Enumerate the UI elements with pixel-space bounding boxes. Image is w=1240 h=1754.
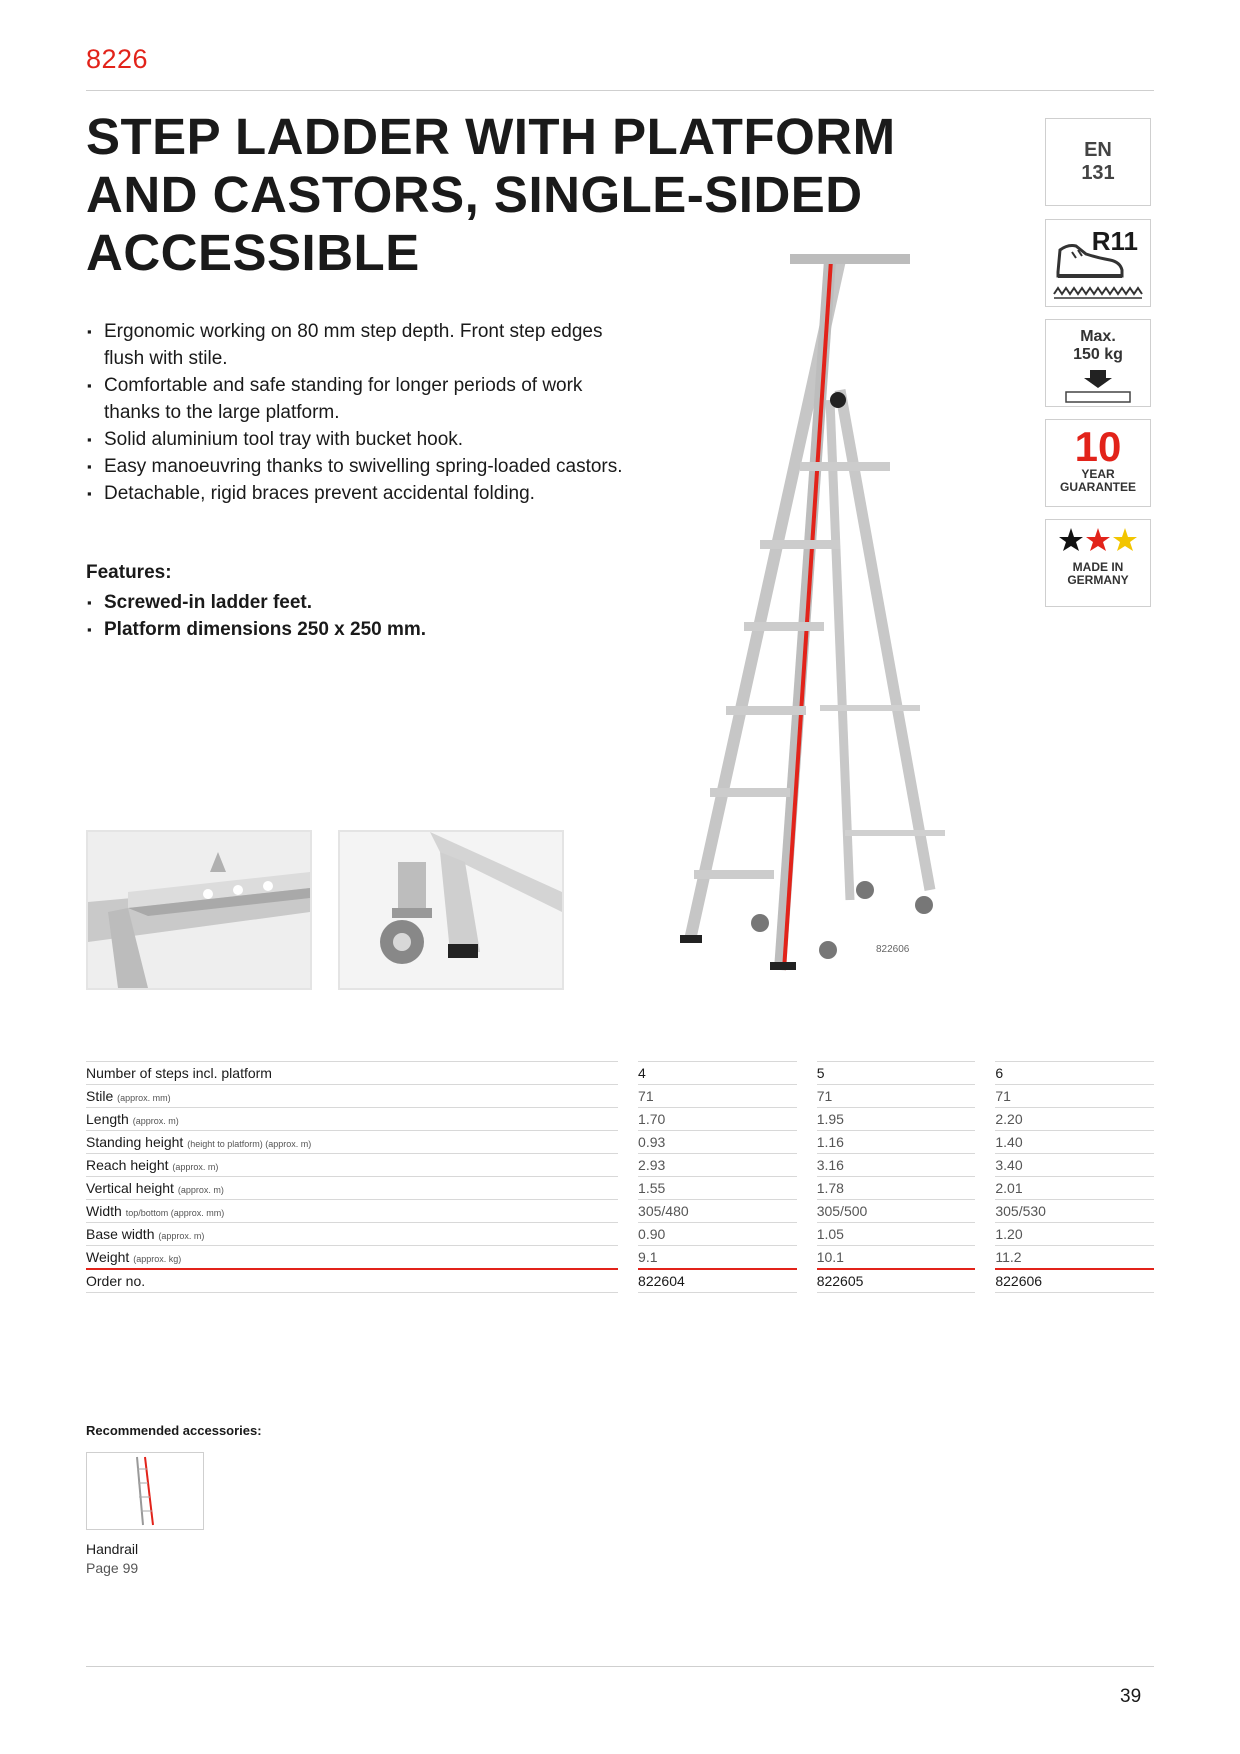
spec-gap [797, 1200, 817, 1223]
spec-label-cell [86, 1200, 618, 1223]
spec-unit: (approx. m) [132, 1116, 179, 1126]
spec-gap [797, 1223, 817, 1246]
spec-gap [618, 1200, 638, 1223]
spec-row [86, 1108, 1154, 1131]
castor-detail-illustration [340, 832, 562, 988]
spec-value: 0.93 [638, 1131, 797, 1154]
accessory-name: Handrail [86, 1541, 139, 1557]
spec-gap [618, 1154, 638, 1177]
spec-value: 6 [995, 1062, 1154, 1085]
benefit-item: ▪ Detachable, rigid braces prevent accidental folding. [86, 480, 626, 507]
spec-row [86, 1223, 1154, 1246]
spec-gap [975, 1177, 995, 1200]
spec-value: 1.55 [638, 1177, 797, 1200]
spec-gap [975, 1269, 995, 1293]
spec-gap [975, 1062, 995, 1085]
spec-gap [618, 1108, 638, 1131]
platform-detail-illustration [88, 832, 310, 988]
spec-row [86, 1085, 1154, 1108]
spec-label-cell [86, 1269, 618, 1293]
spec-value: 1.20 [995, 1223, 1154, 1246]
platform-detail-image [86, 830, 312, 990]
spec-label: Number of steps incl. platform [86, 1065, 272, 1081]
spec-gap [797, 1108, 817, 1131]
spec-value: 822606 [995, 1269, 1154, 1293]
feature-list [86, 589, 646, 643]
specification-table [86, 1061, 1154, 1293]
spec-row [86, 1177, 1154, 1200]
spec-gap [797, 1154, 817, 1177]
accessory-page-ref[interactable]: Page 99 [86, 1560, 139, 1576]
spec-label-cell [86, 1177, 618, 1200]
load-arrow-icon [1046, 364, 1150, 404]
en131-badge [1045, 118, 1151, 206]
spec-label-cell [86, 1131, 618, 1154]
spec-value: 2.20 [995, 1108, 1154, 1131]
spec-value: 71 [638, 1085, 797, 1108]
spec-unit: (approx. mm) [117, 1093, 171, 1103]
spec-value: 305/480 [638, 1200, 797, 1223]
spec-row [86, 1062, 1154, 1085]
accessories-heading: Recommended accessories: [86, 1423, 262, 1438]
spec-value: 1.40 [995, 1131, 1154, 1154]
benefit-item: ▪ Ergonomic working on 80 mm step depth. Front step edges flush with stile. [86, 318, 626, 372]
spec-value: 71 [995, 1085, 1154, 1108]
spec-value: 822604 [638, 1269, 797, 1293]
spec-gap [618, 1085, 638, 1108]
safety-shoe-icon [1046, 220, 1150, 306]
spec-label-cell [86, 1154, 618, 1177]
spec-value: 10.1 [817, 1246, 976, 1270]
spec-value: 822605 [817, 1269, 976, 1293]
benefit-item: ▪ Comfortable and safe standing for longer periods of work thanks to the large platform. [86, 372, 626, 426]
spec-gap [975, 1246, 995, 1270]
spec-value: 71 [817, 1085, 976, 1108]
top-divider [86, 90, 1154, 91]
spec-gap [618, 1269, 638, 1293]
spec-gap [618, 1062, 638, 1085]
spec-label: Width [86, 1203, 122, 1219]
benefit-item: ▪ Easy manoeuvring thanks to swivelling spring-loaded castors. [86, 453, 626, 480]
benefit-item: ▪ Solid aluminium tool tray with bucket hook. [86, 426, 626, 453]
spec-unit: (approx. kg) [133, 1254, 182, 1264]
spec-gap [797, 1246, 817, 1270]
max-load-badge [1045, 319, 1151, 407]
spec-row [86, 1246, 1154, 1270]
spec-gap [975, 1131, 995, 1154]
spec-gap [618, 1223, 638, 1246]
bottom-divider [86, 1666, 1154, 1667]
spec-value: 305/530 [995, 1200, 1154, 1223]
made-in-line-1: MADE IN [1072, 560, 1124, 574]
made-in-germany-badge [1045, 519, 1151, 607]
guarantee-line-2: GUARANTEE [1059, 480, 1136, 494]
spec-gap [975, 1154, 995, 1177]
spec-value: 2.01 [995, 1177, 1154, 1200]
spec-value: 3.40 [995, 1154, 1154, 1177]
image-article-code: 822606 [876, 944, 910, 955]
spec-gap [975, 1223, 995, 1246]
handrail-illustration [87, 1453, 203, 1529]
spec-value: 1.95 [817, 1108, 976, 1131]
feature-item: ▪ Screwed-in ladder feet. [86, 589, 646, 616]
spec-label: Stile [86, 1088, 114, 1104]
features-heading: Features: [86, 562, 172, 583]
title-line-2: AND CASTORS, SINGLE-SIDED [86, 166, 863, 223]
title-line-3: ACCESSIBLE [86, 224, 420, 281]
spec-gap [975, 1108, 995, 1131]
spec-label-cell [86, 1223, 618, 1246]
spec-label: Base width [86, 1226, 155, 1242]
product-code: 8226 [86, 44, 149, 74]
spec-unit: top/bottom (approx. mm) [125, 1208, 225, 1218]
spec-value: 1.70 [638, 1108, 797, 1131]
guarantee-line-1: YEAR [1081, 467, 1115, 481]
spec-label: Vertical height [86, 1180, 174, 1196]
spec-value: 5 [817, 1062, 976, 1085]
spec-value: 9.1 [638, 1246, 797, 1270]
spec-gap [797, 1062, 817, 1085]
r11-badge [1045, 219, 1151, 307]
year-guarantee-badge [1045, 419, 1151, 507]
title-line-1: STEP LADDER WITH PLATFORM [86, 108, 896, 165]
step-ladder-illustration [650, 250, 1010, 980]
spec-gap [618, 1177, 638, 1200]
spec-row [86, 1131, 1154, 1154]
spec-label: Standing height [86, 1134, 184, 1150]
handrail-accessory-image[interactable] [86, 1452, 204, 1530]
en-badge-line-1: EN [1084, 139, 1112, 161]
page-number: 39 [1120, 1686, 1142, 1707]
spec-value: 4 [638, 1062, 797, 1085]
spec-value: 1.05 [817, 1223, 976, 1246]
spec-label-cell [86, 1062, 618, 1085]
spec-value: 305/500 [817, 1200, 976, 1223]
spec-value: 1.78 [817, 1177, 976, 1200]
spec-label: Order no. [86, 1273, 146, 1289]
benefit-list [86, 318, 626, 507]
spec-value: 2.93 [638, 1154, 797, 1177]
spec-unit: (approx. m) [158, 1231, 205, 1241]
spec-label-cell [86, 1246, 618, 1270]
ladder-product-image [650, 250, 1010, 980]
spec-gap [797, 1131, 817, 1154]
spec-value: 3.16 [817, 1154, 976, 1177]
spec-gap [797, 1177, 817, 1200]
feature-item: ▪ Platform dimensions 250 x 250 mm. [86, 616, 646, 643]
spec-row [86, 1154, 1154, 1177]
castor-detail-image [338, 830, 564, 990]
spec-row [86, 1200, 1154, 1223]
max-label: Max. [1080, 328, 1116, 345]
spec-value: 11.2 [995, 1246, 1154, 1270]
spec-unit: (approx. m) [177, 1185, 224, 1195]
spec-value: 0.90 [638, 1223, 797, 1246]
spec-label-cell [86, 1085, 618, 1108]
spec-gap [975, 1085, 995, 1108]
spec-gap [618, 1131, 638, 1154]
max-weight: 150 kg [1073, 346, 1123, 363]
spec-label: Reach height [86, 1157, 169, 1173]
spec-value: 1.16 [817, 1131, 976, 1154]
spec-gap [797, 1269, 817, 1293]
spec-unit: (approx. m) [172, 1162, 219, 1172]
three-stars-icon [1046, 520, 1150, 556]
guarantee-years: 10 [1074, 423, 1122, 470]
en-badge-line-2: 131 [1081, 162, 1115, 184]
spec-label: Length [86, 1111, 129, 1127]
spec-gap [797, 1085, 817, 1108]
made-in-line-2: GERMANY [1067, 573, 1129, 587]
spec-row [86, 1269, 1154, 1293]
r11-label: R11 [1091, 226, 1138, 256]
spec-gap [975, 1200, 995, 1223]
spec-label: Weight [86, 1249, 130, 1265]
spec-unit: (height to platform) (approx. m) [187, 1139, 312, 1149]
spec-label-cell [86, 1108, 618, 1131]
spec-gap [618, 1246, 638, 1270]
